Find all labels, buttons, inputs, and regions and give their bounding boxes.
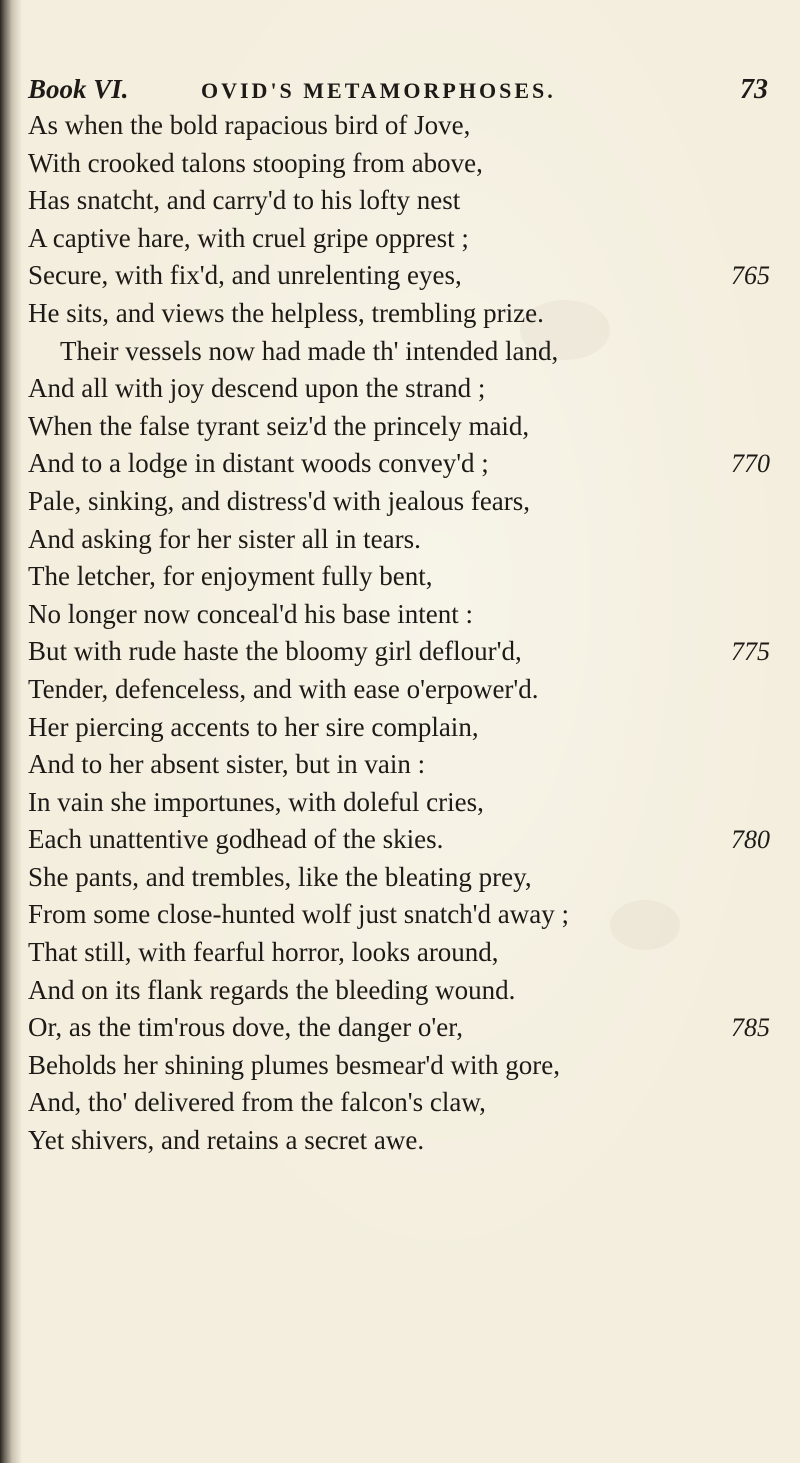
verse-line <box>28 746 770 784</box>
verse-line <box>28 220 770 258</box>
running-title: OVID'S METAMORPHOSES. <box>201 78 556 103</box>
verse-text: Has snatcht, and carry'd to his lofty nest <box>28 185 461 216</box>
verse-line <box>28 1122 770 1160</box>
verse-line <box>28 182 770 220</box>
verse-line <box>28 333 770 371</box>
verse-line <box>28 295 770 333</box>
verse-text: Each unattentive godhead of the skies. <box>28 824 444 855</box>
verse-text: And, tho' delivered from the falcon's claw, <box>28 1087 486 1118</box>
verse-line <box>28 784 770 822</box>
verse-line <box>28 257 770 295</box>
verse-text: Her piercing accents to her sire complain, <box>28 711 479 742</box>
verse-line <box>28 859 770 897</box>
verse-text: Their vessels now had made th' intended land, <box>60 335 559 366</box>
verse-line <box>28 1009 770 1047</box>
verse-line <box>28 709 770 747</box>
verse-line <box>28 483 770 521</box>
line-number: 765 <box>731 261 770 291</box>
verse-line <box>28 370 770 408</box>
verse-text: But with rude haste the bloomy girl deflour'd, <box>28 636 522 667</box>
verse-line <box>28 633 770 671</box>
verse-text: Or, as the tim'rous dove, the danger o'er, <box>28 1012 463 1043</box>
line-number: 785 <box>731 1013 770 1043</box>
verse-text: In vain she importunes, with doleful cries, <box>28 786 484 817</box>
verse-text: Beholds her shining plumes besmear'd with gore, <box>28 1049 561 1080</box>
verse-line <box>28 408 770 446</box>
verse-text: And asking for her sister all in tears. <box>28 523 421 554</box>
book-label: Book VI. <box>28 74 129 104</box>
verse-line <box>28 972 770 1010</box>
verse-line <box>28 896 770 934</box>
verse-text: Tender, defenceless, and with ease o'erpower'd. <box>28 673 539 704</box>
verse-text: He sits, and views the helpless, trembling prize. <box>28 297 544 328</box>
verse-text: Yet shivers, and retains a secret awe. <box>28 1125 425 1156</box>
verse-text: And to her absent sister, but in vain : <box>28 749 426 780</box>
poem-text <box>28 107 770 1160</box>
verse-line <box>28 821 770 859</box>
page-number: 73 <box>740 74 768 105</box>
verse-text: And to a lodge in distant woods convey'd ; <box>28 448 489 479</box>
verse-line <box>28 445 770 483</box>
verse-text: With crooked talons stooping from above, <box>28 147 483 178</box>
verse-text: When the false tyrant seiz'd the princely maid, <box>28 410 530 441</box>
line-number: 770 <box>731 449 770 479</box>
verse-line <box>28 671 770 709</box>
verse-text: And on its flank regards the bleeding wound. <box>28 974 516 1005</box>
verse-line <box>28 596 770 634</box>
verse-text: Secure, with fix'd, and unrelenting eyes, <box>28 260 462 291</box>
verse-text: A captive hare, with cruel gripe opprest ; <box>28 222 469 253</box>
line-number: 775 <box>731 637 770 667</box>
verse-line <box>28 107 770 145</box>
verse-line <box>28 145 770 183</box>
verse-text: As when the bold rapacious bird of Jove, <box>28 110 471 140</box>
verse-line <box>28 1084 770 1122</box>
verse-text: That still, with fearful horror, looks around, <box>28 937 499 968</box>
verse-text: From some close-hunted wolf just snatch'd away ; <box>28 899 570 930</box>
verse-line <box>28 521 770 559</box>
verse-text: The letcher, for enjoyment fully bent, <box>28 561 433 592</box>
verse-line <box>28 1047 770 1085</box>
verse-line <box>28 558 770 596</box>
verse-text: No longer now conceal'd his base intent : <box>28 598 473 629</box>
spine-shadow <box>0 0 22 1463</box>
verse-text: Pale, sinking, and distress'd with jealous fears, <box>28 485 531 516</box>
line-number: 780 <box>731 825 770 855</box>
verse-text: She pants, and trembles, like the bleating prey, <box>28 861 532 892</box>
verse-text: And all with joy descend upon the strand ; <box>28 373 486 404</box>
verse-line <box>28 934 770 972</box>
